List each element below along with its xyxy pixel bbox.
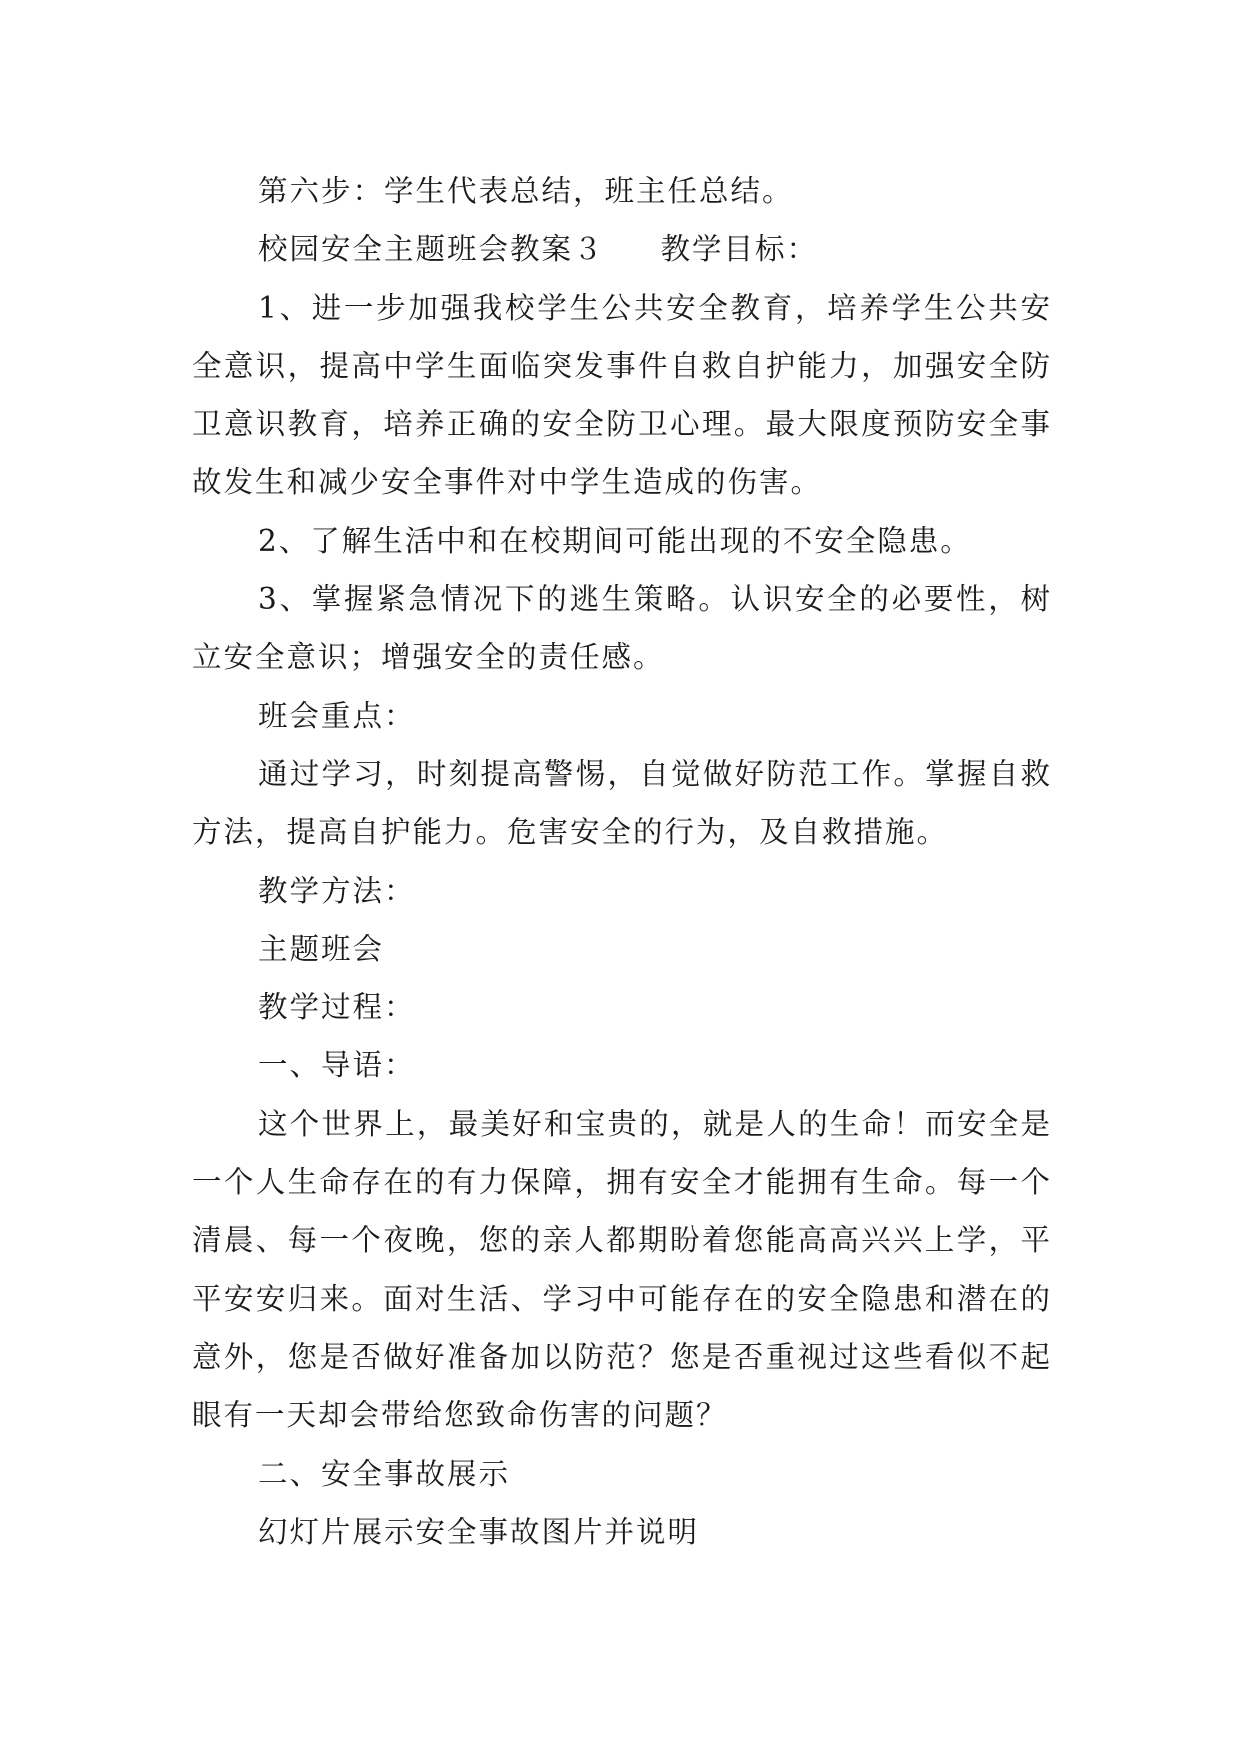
- document-body: [192, 162, 1052, 1561]
- paragraph-goal-3: 3、掌握紧急情况下的逃生策略。认识安全的必要性，树立安全意识；增强安全的责任感。: [192, 582, 1052, 675]
- paragraph-method-heading: 教学方法：: [258, 873, 416, 908]
- teaching-goals-heading: 教学目标：: [660, 232, 819, 267]
- paragraph-method: 主题班会: [258, 931, 385, 966]
- paragraph-accident-heading: 二、安全事故展示: [258, 1456, 511, 1491]
- paragraph-process-heading: 教学过程：: [258, 990, 416, 1025]
- paragraph-goal-2: 2、了解生活中和在校期间可能出现的不安全隐患。: [258, 523, 972, 558]
- paragraph-lesson-title: [192, 220, 1052, 278]
- lesson-title: 校园安全主题班会教案３: [258, 232, 605, 267]
- paragraph-key-points: 通过学习，时刻提高警惕，自觉做好防范工作。掌握自救方法，提高自护能力。危害安全的行为，及自救措施。: [192, 756, 1052, 850]
- paragraph-accident-slides: 幻灯片展示安全事故图片并说明: [258, 1514, 700, 1549]
- paragraph-key-points-heading: 班会重点：: [258, 698, 416, 733]
- paragraph-intro: 这个世界上，最美好和宝贵的，就是人的生命！而安全是一个人生命存在的有力保障，拥有安全才能拥有生命。每一个清晨、每一个夜晚，您的亲人都期盼着您能高高兴兴上学，平平安安归来。面对生活、学习中可能存在的安全隐患和潜在的意外，您是否做好准备加以防范？您是否重视过这些看似不起眼有一天却会带给您致命伤害的问题？: [192, 1106, 1052, 1433]
- paragraph-intro-heading: 一、导语：: [258, 1048, 416, 1083]
- paragraph-step-six: 第六步：学生代表总结，班主任总结。: [258, 174, 794, 208]
- paragraph-goal-1: 1、进一步加强我校学生公共安全教育，培养学生公共安全意识，提高中学生面临突发事件自救自护能力，加强安全防卫意识教育，培养正确的安全防卫心理。最大限度预防安全事故发生和减少安全事件对中学生造成的伤害。: [192, 290, 1052, 500]
